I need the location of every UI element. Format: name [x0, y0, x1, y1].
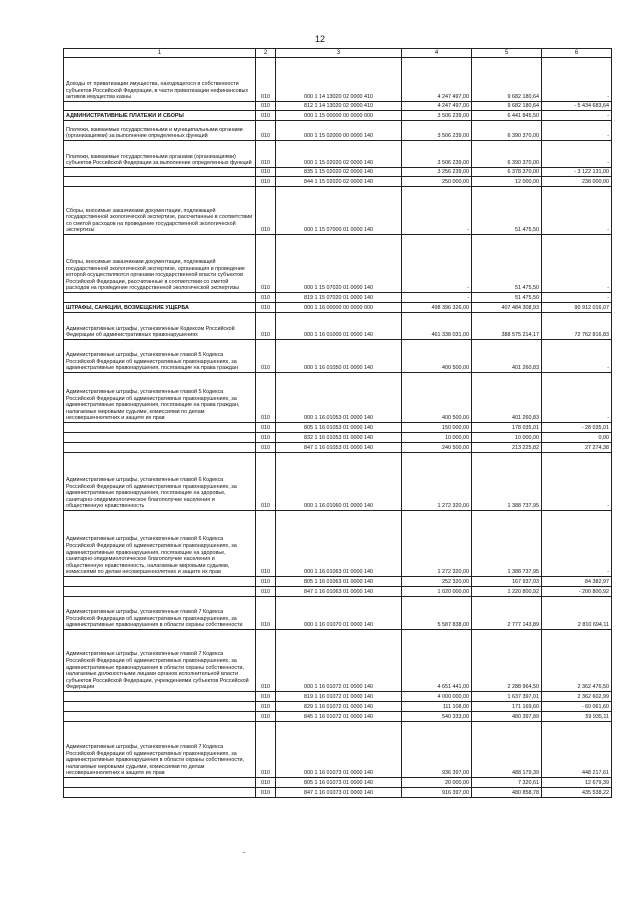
row-name: АДМИНИСТРАТИВНЫЕ ПЛАТЕЖИ И СБОРЫ	[64, 111, 256, 121]
approved-amount: -	[402, 187, 472, 235]
column-number: 4	[402, 49, 472, 58]
budget-classification-code: 845 1 16 01072 01 0000 140	[276, 712, 402, 722]
budget-classification-code: 847 1 16 01073 01 0000 140	[276, 788, 402, 798]
approved-amount: 540 333,00	[402, 712, 472, 722]
approved-amount: 498 396 326,00	[402, 303, 472, 313]
approved-amount: 111 108,00	[402, 702, 472, 712]
line-code: 010	[256, 712, 276, 722]
table-row	[64, 433, 612, 443]
executed-amount: 6 390 370,00	[472, 121, 542, 141]
line-code: 010	[256, 168, 276, 177]
table-row	[64, 788, 612, 798]
line-code: 010	[256, 177, 276, 187]
remaining-amount: 2 810 694,11	[542, 597, 612, 630]
executed-amount: 9 682 180,64	[472, 58, 542, 102]
executed-amount: 2 777 143,89	[472, 597, 542, 630]
line-code: 010	[256, 692, 276, 702]
row-name: Административные штрафы, установленные главой 7 Кодекса Российской Федерации об административных правонарушениях, за административные правонарушения в области охраны собственности, налагаемые должностными лицами органов исполнительной власти субъектов Российской Федерации, учреждениями субъектов Российской Федерации	[64, 630, 256, 692]
row-name: Сборы, вносимые заказчиками документации, подлежащей государственной экологической экспертизе, рассчитанные в соответствии со сметой расходов на проведение государственной экологической экспертизы	[64, 187, 256, 235]
executed-amount: 10 000,00	[472, 433, 542, 443]
table-row	[64, 102, 612, 111]
remaining-amount: - 200 800,92	[542, 587, 612, 597]
line-code: 010	[256, 630, 276, 692]
approved-amount: 1 020 000,00	[402, 587, 472, 597]
executed-amount: 6 441 845,50	[472, 111, 542, 121]
page-number: 12	[314, 34, 325, 44]
budget-classification-code: 000 1 16 01063 01 0000 140	[276, 511, 402, 577]
row-name	[64, 443, 256, 453]
row-name: ШТРАФЫ, САНКЦИИ, ВОЗМЕЩЕНИЕ УЩЕРБА	[64, 303, 256, 313]
remaining-amount: 435 538,22	[542, 788, 612, 798]
executed-amount: 7 320,61	[472, 778, 542, 788]
table-row	[64, 778, 612, 788]
budget-classification-code: 000 1 16 01073 01 0000 140	[276, 722, 402, 778]
remaining-amount: 27 274,38	[542, 443, 612, 453]
line-code: 010	[256, 511, 276, 577]
approved-amount: 400 500,00	[402, 373, 472, 423]
approved-amount: 4 247 497,00	[402, 102, 472, 111]
executed-amount: 488 179,39	[472, 722, 542, 778]
budget-classification-code: 805 1 16 01073 01 0000 140	[276, 778, 402, 788]
remaining-amount: 59 935,11	[542, 712, 612, 722]
column-number: 1	[64, 49, 256, 58]
approved-amount: 20 000,00	[402, 778, 472, 788]
remaining-amount: -	[542, 187, 612, 235]
remaining-amount: - 5 434 683,64	[542, 102, 612, 111]
executed-amount: 1 637 397,01	[472, 692, 542, 702]
table-row	[64, 577, 612, 587]
line-code: 010	[256, 778, 276, 788]
line-code: 010	[256, 58, 276, 102]
row-name: Доходы от приватизации имущества, находящегося в собственности субъектов Российской Федерации, в части приватизации нефинансовых активов имущества казны	[64, 58, 256, 102]
table-row	[64, 443, 612, 453]
executed-amount: 178 035,01	[472, 423, 542, 433]
budget-classification-code: 000 1 15 07000 01 0000 140	[276, 187, 402, 235]
remaining-amount: 2 362 476,50	[542, 630, 612, 692]
line-code: 010	[256, 141, 276, 168]
table-row	[64, 111, 612, 121]
table-row	[64, 177, 612, 187]
budget-classification-code: 000 1 15 02020 02 0000 140	[276, 141, 402, 168]
budget-classification-code: 812 1 14 13020 02 0000 410	[276, 102, 402, 111]
budget-classification-code: 844 1 15 02020 02 0000 140	[276, 177, 402, 187]
table-row	[64, 340, 612, 373]
table-row	[64, 313, 612, 340]
row-name: Административные штрафы, установленные главой 7 Кодекса Российской Федерации об административных правонарушениях, за административные правонарушения в области охраны собственности, налагаемые мировыми судьями, комиссиями по делам несовершеннолетних и защите их прав	[64, 722, 256, 778]
column-number-row	[64, 49, 612, 58]
column-number: 2	[256, 49, 276, 58]
line-code: 010	[256, 423, 276, 433]
executed-amount: 388 575 214,17	[472, 313, 542, 340]
table-row	[64, 722, 612, 778]
table-row	[64, 702, 612, 712]
remaining-amount: - 28 035,01	[542, 423, 612, 433]
approved-amount: 3 506 239,00	[402, 141, 472, 168]
remaining-amount: 12 679,39	[542, 778, 612, 788]
approved-amount: 3 506 239,00	[402, 121, 472, 141]
approved-amount: 4 651 441,00	[402, 630, 472, 692]
remaining-amount: -	[542, 141, 612, 168]
line-code: 010	[256, 453, 276, 511]
row-name: Административные штрафы, установленные главой 5 Кодекса Российской Федерации об административных правонарушениях, за административные правонарушения, посягающие на права граждан, налагаемые мировыми судьями, комиссиями по делам несовершеннолетних и защите их прав	[64, 373, 256, 423]
scan-speck	[243, 852, 245, 853]
budget-classification-code: 000 1 15 02000 00 0000 140	[276, 121, 402, 141]
remaining-amount: 90 912 016,07	[542, 303, 612, 313]
approved-amount: -	[402, 293, 472, 303]
approved-amount: -	[402, 235, 472, 293]
approved-amount: 916 397,00	[402, 788, 472, 798]
column-number: 3	[276, 49, 402, 58]
executed-amount: 401 260,83	[472, 340, 542, 373]
approved-amount: 240 500,00	[402, 443, 472, 453]
row-name: Административные штрафы, установленные главой 6 Кодекса Российской Федерации об административных правонарушениях, за административные правонарушения, посягающие на здоровье, санитарно-эпидемиологическое благополучие населения и общественную нравственность	[64, 453, 256, 511]
executed-amount: 401 260,83	[472, 373, 542, 423]
budget-classification-code: 819 1 16 01072 01 0000 140	[276, 692, 402, 702]
executed-amount: 6 378 370,00	[472, 168, 542, 177]
executed-amount: 167 937,03	[472, 577, 542, 587]
remaining-amount: 238 000,00	[542, 177, 612, 187]
line-code: 010	[256, 340, 276, 373]
row-name: Административные штрафы, установленные главой 6 Кодекса Российской Федерации об административных правонарушениях, за административные правонарушения, посягающие на здоровье, санитарно-эпидемиологическое благополучие населения и общественную нравственность, налагаемые мировыми судьями, комиссиями по делам несовершеннолетних и защите их прав	[64, 511, 256, 577]
approved-amount: 5 587 838,00	[402, 597, 472, 630]
budget-classification-code: 805 1 16 01053 01 0000 140	[276, 423, 402, 433]
remaining-amount: 72 762 816,83	[542, 313, 612, 340]
budget-classification-code: 000 1 16 01053 01 0000 140	[276, 373, 402, 423]
approved-amount: 252 320,00	[402, 577, 472, 587]
table-row	[64, 187, 612, 235]
budget-classification-code: 000 1 16 01072 01 0000 140	[276, 630, 402, 692]
budget-classification-code: 000 1 16 01050 01 0000 140	[276, 340, 402, 373]
budget-classification-code: 805 1 16 01063 01 0000 140	[276, 577, 402, 587]
row-name: Административные штрафы, установленные Кодексом Российской Федерации об административных правонарушениях	[64, 313, 256, 340]
executed-amount: 12 000,00	[472, 177, 542, 187]
row-name: Платежи, взимаемые государственными органами (организациями) субъектов Российской Федерации за выполнение определенных функций	[64, 141, 256, 168]
executed-amount: 51 475,50	[472, 235, 542, 293]
remaining-amount: 0,00	[542, 433, 612, 443]
approved-amount: 10 000,00	[402, 433, 472, 443]
column-number: 6	[542, 49, 612, 58]
budget-classification-code: 000 1 16 01060 01 0000 140	[276, 453, 402, 511]
remaining-amount: -	[542, 373, 612, 423]
remaining-amount: 84 382,97	[542, 577, 612, 587]
row-name: Сборы, вносимые заказчиками документации, подлежащей государственной экологической экспертизе, организация и проведение которой осуществляются органами государственной власти субъектов Российской Федерации, рассчитанные в соответствии со сметой расходов на проведение государственной экологической экспертизы	[64, 235, 256, 293]
remaining-amount: -	[542, 111, 612, 121]
column-number: 5	[472, 49, 542, 58]
executed-amount: 1 220 800,92	[472, 587, 542, 597]
table-row	[64, 597, 612, 630]
line-code: 010	[256, 313, 276, 340]
budget-classification-code: 000 1 16 00000 00 0000 000	[276, 303, 402, 313]
line-code: 010	[256, 303, 276, 313]
table-row	[64, 587, 612, 597]
row-name	[64, 712, 256, 722]
table-row	[64, 168, 612, 177]
line-code: 010	[256, 102, 276, 111]
approved-amount: 4 247 497,00	[402, 58, 472, 102]
table-row	[64, 373, 612, 423]
row-name	[64, 177, 256, 187]
line-code: 010	[256, 121, 276, 141]
table-row	[64, 712, 612, 722]
line-code: 010	[256, 443, 276, 453]
table-row	[64, 511, 612, 577]
approved-amount: 936 397,00	[402, 722, 472, 778]
executed-amount: 1 388 737,95	[472, 511, 542, 577]
table-row	[64, 453, 612, 511]
line-code: 010	[256, 702, 276, 712]
approved-amount: 1 272 320,00	[402, 453, 472, 511]
line-code: 010	[256, 187, 276, 235]
table-row	[64, 303, 612, 313]
revenue-table	[63, 48, 612, 798]
line-code: 010	[256, 433, 276, 443]
remaining-amount: -	[542, 453, 612, 511]
remaining-amount: -	[542, 293, 612, 303]
remaining-amount: 2 362 602,99	[542, 692, 612, 702]
line-code: 010	[256, 587, 276, 597]
budget-classification-code: 832 1 16 01053 01 0000 140	[276, 433, 402, 443]
row-name	[64, 778, 256, 788]
line-code: 010	[256, 597, 276, 630]
approved-amount: 400 500,00	[402, 340, 472, 373]
row-name: Платежи, взимаемые государственными и муниципальными органами (организациями) за выполнение определенных функций	[64, 121, 256, 141]
row-name	[64, 423, 256, 433]
line-code: 010	[256, 373, 276, 423]
remaining-amount: -	[542, 235, 612, 293]
approved-amount: 250 000,00	[402, 177, 472, 187]
row-name: Административные штрафы, установленные главой 5 Кодекса Российской Федерации об административных правонарушениях, за административные правонарушения, посягающие на права граждан	[64, 340, 256, 373]
budget-classification-code: 847 1 16 01063 01 0000 140	[276, 587, 402, 597]
executed-amount: 1 388 737,95	[472, 453, 542, 511]
line-code: 010	[256, 788, 276, 798]
executed-amount: 480 397,89	[472, 712, 542, 722]
budget-classification-code: 000 1 15 00000 00 0000 000	[276, 111, 402, 121]
line-code: 010	[256, 722, 276, 778]
budget-classification-code: 000 1 15 07020 01 0000 140	[276, 235, 402, 293]
approved-amount: 3 506 239,00	[402, 111, 472, 121]
table-row	[64, 121, 612, 141]
executed-amount: 6 390 370,00	[472, 141, 542, 168]
executed-amount: 213 225,82	[472, 443, 542, 453]
table-row	[64, 235, 612, 293]
budget-classification-code: 829 1 16 01072 01 0000 140	[276, 702, 402, 712]
executed-amount: 480 858,78	[472, 788, 542, 798]
executed-amount: 2 288 964,50	[472, 630, 542, 692]
table-row	[64, 423, 612, 433]
row-name	[64, 433, 256, 443]
remaining-amount: -	[542, 340, 612, 373]
executed-amount: 51 475,50	[472, 293, 542, 303]
table-row	[64, 630, 612, 692]
row-name	[64, 788, 256, 798]
approved-amount: 461 338 031,00	[402, 313, 472, 340]
approved-amount: 150 000,00	[402, 423, 472, 433]
budget-classification-code: 819 1 15 07020 01 0000 140	[276, 293, 402, 303]
approved-amount: 1 272 320,00	[402, 511, 472, 577]
line-code: 010	[256, 293, 276, 303]
executed-amount: 407 484 308,93	[472, 303, 542, 313]
budget-classification-code: 847 1 16 01053 01 0000 140	[276, 443, 402, 453]
row-name: Административные штрафы, установленные главой 7 Кодекса Российской Федерации об административных правонарушениях, за административные правонарушения в области охраны собственности	[64, 597, 256, 630]
remaining-amount: -	[542, 58, 612, 102]
row-name	[64, 587, 256, 597]
budget-classification-code: 000 1 16 01070 01 0000 140	[276, 597, 402, 630]
approved-amount: 4 000 000,00	[402, 692, 472, 702]
remaining-amount: - 60 061,60	[542, 702, 612, 712]
line-code: 010	[256, 577, 276, 587]
budget-classification-code: 000 1 16 01000 01 0000 140	[276, 313, 402, 340]
line-code: 010	[256, 235, 276, 293]
row-name	[64, 577, 256, 587]
remaining-amount: -	[542, 121, 612, 141]
budget-classification-code: 835 1 15 02020 02 0000 140	[276, 168, 402, 177]
table-row	[64, 141, 612, 168]
line-code: 010	[256, 111, 276, 121]
row-name	[64, 168, 256, 177]
executed-amount: 171 169,60	[472, 702, 542, 712]
table-row	[64, 58, 612, 102]
table-row	[64, 293, 612, 303]
remaining-amount: - 3 122 131,00	[542, 168, 612, 177]
table-row	[64, 692, 612, 702]
row-name	[64, 702, 256, 712]
executed-amount: 51 475,50	[472, 187, 542, 235]
remaining-amount: -	[542, 511, 612, 577]
remaining-amount: 448 217,61	[542, 722, 612, 778]
budget-classification-code: 000 1 14 13020 02 0000 410	[276, 58, 402, 102]
approved-amount: 3 256 239,00	[402, 168, 472, 177]
row-name	[64, 102, 256, 111]
executed-amount: 9 682 180,64	[472, 102, 542, 111]
row-name	[64, 692, 256, 702]
row-name	[64, 293, 256, 303]
